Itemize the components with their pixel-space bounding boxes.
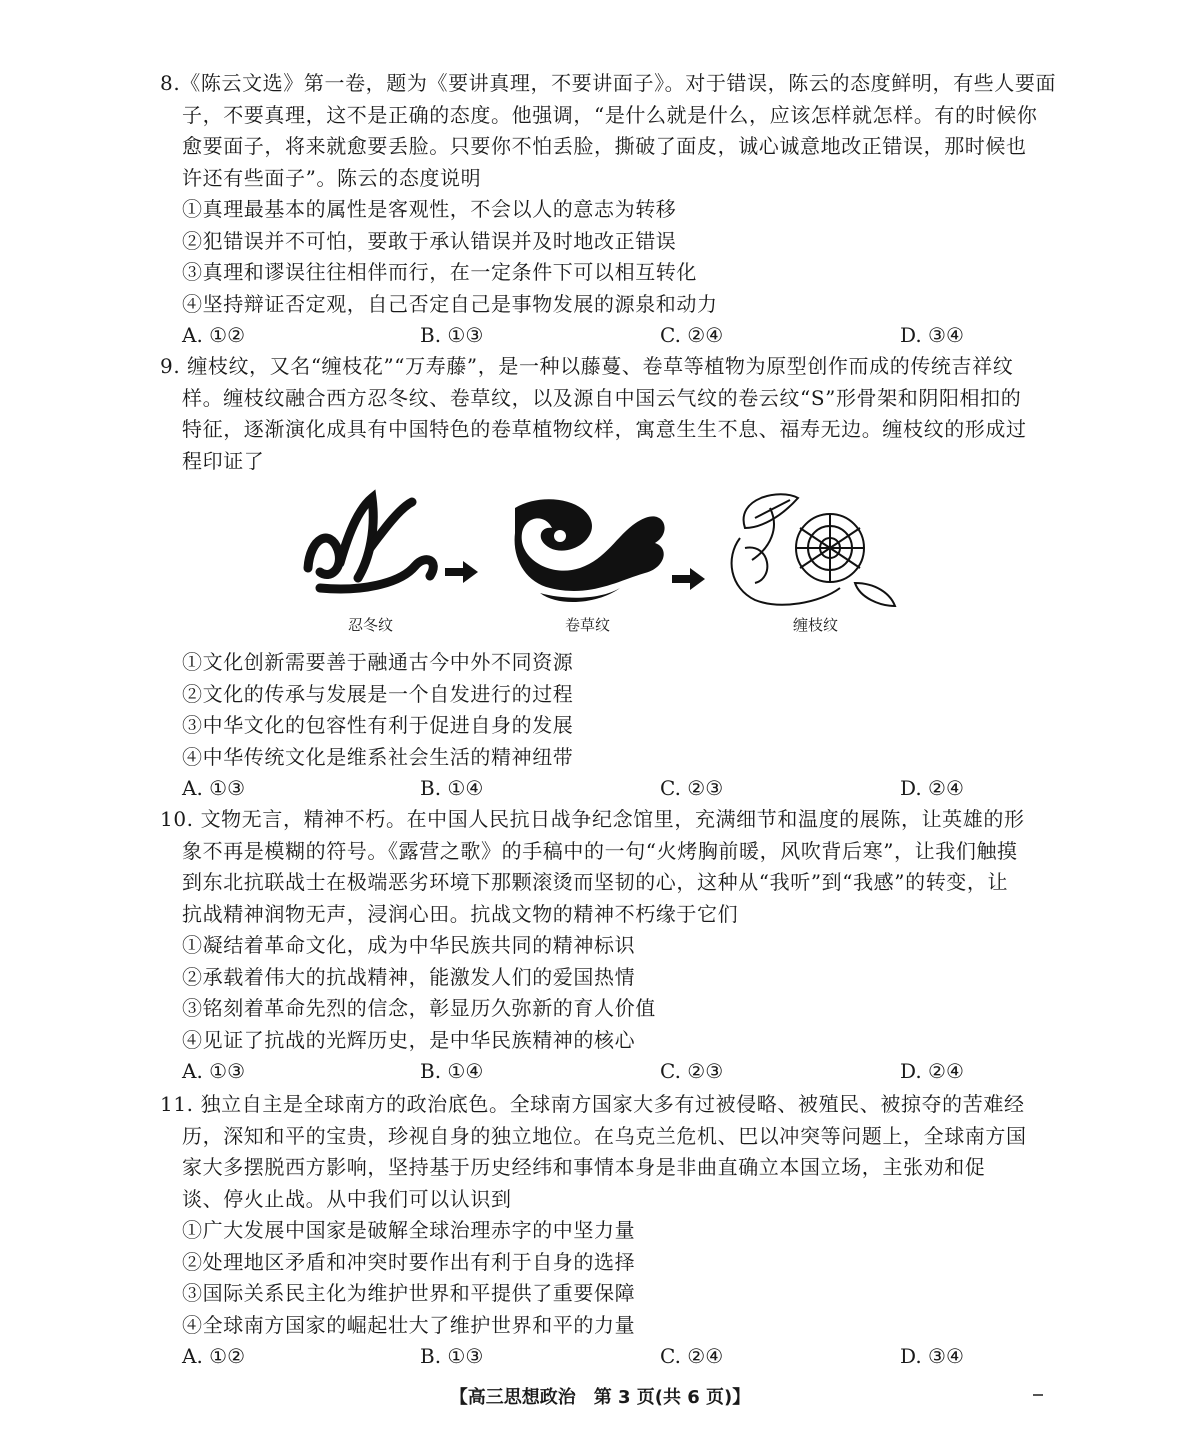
choice-a: A. ①② [182, 323, 246, 347]
option-statement: ②承载着伟大的抗战精神，能激发人们的爱国热情 [182, 964, 636, 989]
arrow-icon [672, 568, 705, 590]
question-9 [160, 351, 1050, 477]
page-footer: 【高三思想政治 第 3 页(共 6 页)】 [449, 1387, 751, 1408]
choice-d: D. ②④ [900, 1059, 964, 1083]
option-statement: ④中华传统文化是维系社会生活的精神纽带 [182, 744, 574, 769]
choice-a: A. ①② [182, 1344, 246, 1368]
answer-choices [160, 320, 1050, 352]
choice-b: B. ①④ [420, 776, 484, 800]
arrow-icon [445, 561, 478, 583]
option-statement: ③国际关系民主化为维护世界和平提供了重要保障 [182, 1281, 636, 1305]
choice-c: C. ②④ [660, 323, 724, 347]
stem-line: 子，不要真理，这不是正确的态度。他强调，“是什么就是什么，应该怎样就怎样。有的时候你 [182, 102, 1038, 127]
stem-line: 样。缠枝纹融合西方忍冬纹、卷草纹，以及源自中国云气纹的卷云纹“S”形骨架和阴阳相扣的 [182, 385, 1022, 410]
choice-a: A. ①③ [182, 1059, 246, 1083]
option-statement: ②处理地区矛盾和冲突时要作出有利于自身的选择 [182, 1249, 636, 1274]
stem-line: 11. 独立自主是全球南方的政治底色。全球南方国家大多有过被侵略、被殖民、被掠夺的苦难经 [160, 1092, 1025, 1116]
option-statement: ②犯错误并不可怕，要敢于承认错误并及时地改正错误 [182, 228, 677, 253]
choice-d: D. ③④ [900, 1344, 964, 1368]
option-statement: ③铭刻着革命先烈的信念，彰显历久弥新的育人价值 [182, 996, 656, 1020]
question-stem [160, 804, 1050, 930]
option-statement: ①凝结着革命文化，成为中华民族共同的精神标识 [182, 933, 636, 957]
stem-line: 9. 缠枝纹，又名“缠枝花”“万寿藤”，是一种以藤蔓、卷草等植物为原型创作而成的传统吉祥纹 [160, 354, 1014, 378]
stem-line: 抗战精神润物无声，浸润心田。抗战文物的精神不朽缘于它们 [182, 901, 739, 926]
stem-line: 象不再是模糊的符号。《露营之歌》的手稿中的一句“火烤胸前暖，风吹背后寒”，让我们触摸 [182, 838, 1018, 863]
interlocking-branch-pattern-image [732, 494, 895, 606]
scroll-grass-pattern-image [515, 499, 665, 602]
choice-b: B. ①③ [420, 323, 484, 347]
stem-line: 10. 文物无言，精神不朽。在中国人民抗日战争纪念馆里，充满细节和温度的展陈，让英雄的形 [160, 807, 1025, 831]
question-stem [160, 351, 1050, 477]
choice-d: D. ③④ [900, 323, 964, 347]
honeysuckle-pattern-image [308, 498, 433, 589]
stem-line: 特征，逐渐演化成具有中国特色的卷草植物纹样，寓意生生不息、福寿无边。缠枝纹的形成过 [182, 417, 1027, 441]
choice-d: D. ②④ [900, 776, 964, 800]
question-8 [160, 68, 1057, 352]
figure-caption-scroll-grass: 卷草纹 [565, 616, 611, 634]
option-statement: ①真理最基本的属性是客观性，不会以人的意志为转移 [182, 197, 677, 221]
stem-line: 谈、停火止战。从中我们可以认识到 [182, 1186, 512, 1211]
question-11 [160, 1089, 1050, 1373]
stem-line: 愈要面子，将来就愈要丢脸。只要你不怕丢脸，撕破了面皮，诚心诚意地改正错误，那时候也 [182, 134, 1027, 158]
stem-line: 许还有些面子”。陈云的态度说明 [182, 165, 482, 190]
choice-a: A. ①③ [182, 776, 246, 800]
question-stem [160, 1089, 1050, 1215]
answer-choices [160, 1056, 1050, 1088]
option-statement: ②文化的传承与发展是一个自发进行的过程 [182, 681, 574, 706]
answer-choices [160, 773, 1050, 805]
figure-caption-honeysuckle: 忍冬纹 [348, 616, 394, 634]
choice-c: C. ②③ [660, 1059, 724, 1083]
figure-caption-interlocking-branch: 缠枝纹 [793, 616, 839, 634]
question-10 [160, 804, 1050, 1088]
option-statement: ④见证了抗战的光辉历史，是中华民族精神的核心 [182, 1027, 636, 1052]
option-statement: ①文化创新需要善于融通古今中外不同资源 [182, 650, 574, 674]
scan-mark [1033, 1394, 1043, 1396]
choice-c: C. ②④ [660, 1344, 724, 1368]
stem-line: 8.《陈云文选》第一卷，题为《要讲真理，不要讲面子》。对于错误，陈云的态度鲜明，有些人要面 [160, 71, 1057, 95]
option-statement: ①广大发展中国家是破解全球治理赤字的中坚力量 [182, 1218, 636, 1242]
option-statement: ③真理和谬误往往相伴而行，在一定条件下可以相互转化 [182, 260, 697, 284]
stem-line: 程印证了 [182, 448, 265, 473]
question-9-options [160, 647, 1050, 805]
stem-line: 到东北抗联战士在极端恶劣环境下那颗滚烫而坚韧的心，这种从“我听”到“我感”的转变，让 [182, 870, 1009, 894]
question-stem [160, 68, 1057, 194]
choice-b: B. ①③ [420, 1344, 484, 1368]
option-statement: ④坚持辩证否定观，自己否定自己是事物发展的源泉和动力 [182, 291, 718, 316]
answer-choices [160, 1341, 1050, 1373]
pattern-illustrations [300, 488, 900, 613]
option-statement: ③中华文化的包容性有利于促进自身的发展 [182, 713, 574, 737]
pattern-evolution-figure [300, 488, 900, 643]
choice-c: C. ②③ [660, 776, 724, 800]
stem-line: 历，深知和平的宝贵，珍视自身的独立地位。在乌克兰危机、巴以冲突等问题上，全球南方国 [182, 1123, 1027, 1148]
stem-line: 家大多摆脱西方影响，坚持基于历史经纬和事情本身是非曲直确立本国立场，主张劝和促 [182, 1155, 986, 1179]
option-statement: ④全球南方国家的崛起壮大了维护世界和平的力量 [182, 1312, 636, 1337]
choice-b: B. ①④ [420, 1059, 484, 1083]
